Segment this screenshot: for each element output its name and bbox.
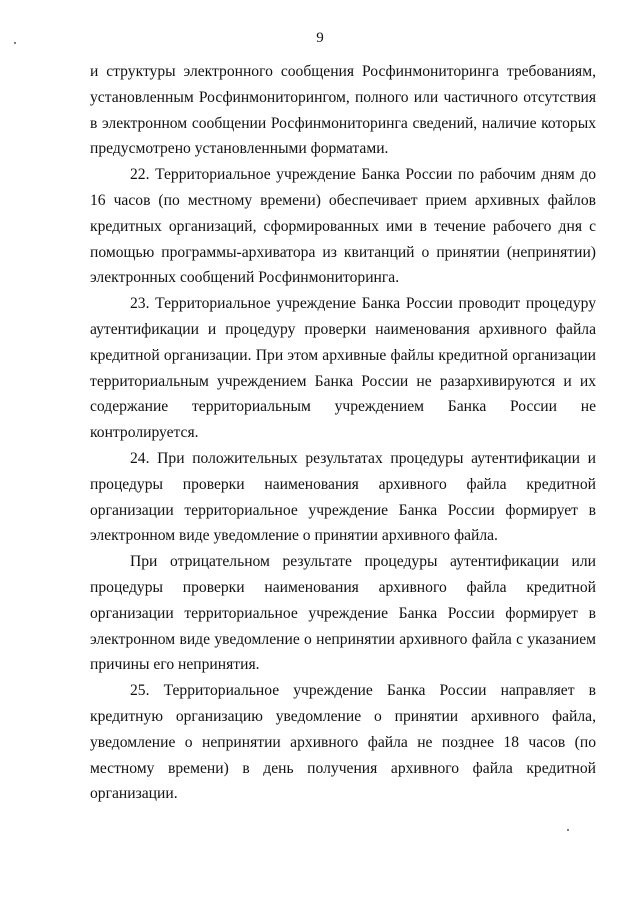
paragraph-24: 24. При положительных результатах процедуры аутентификации и процедуры проверки наименования архивного файла кредитной организации территориальное учреждение Банка России формирует в электронном виде уведомление о принятии архивного файла. <box>90 449 596 545</box>
scan-speck <box>567 829 569 831</box>
paragraph-continuation: и структуры электронного сообщения Росфинмониторинга требованиям, установленным Росфинмониторингом, полного или частичного отсутствия в электронном сообщении Росфинмониторинга сведений, наличие которых предусмотрено установленными форматами. <box>90 63 596 158</box>
paragraph-24-negative: При отрицательном результате процедуры аутентификации или процедуры проверки наименования архивного файла кредитной организации территориальное учреждение Банка России формирует в электронном виде уведомление о непринятии архивного файла с указанием причины его непринятия. <box>90 553 596 674</box>
paragraph-23: 23. Территориальное учреждение Банка России проводит процедуру аутентификации и процедуру проверки наименования архивного файла кредитной организации. При этом архивные файлы кредитной организации территориальным учреждением Банка России не разархивируются и их содержание территориальным учреждением Банка России не контролируется. <box>90 295 596 442</box>
paragraph-22: 22. Территориальное учреждение Банка России по рабочим дням до 16 часов (по местному времени) обеспечивает прием архивных файлов кредитных организаций, сформированных ими в течение рабочего дня с помощью программы-архиватора из квитанций о принятии (непринятии) электронных сообщений Росфинмониторинга. <box>90 166 596 287</box>
paragraph-25: 25. Территориальное учреждение Банка России направляет в кредитную организацию уведомление о принятии архивного файла, уведомление о непринятии архивного файла не позднее 18 часов (по местному времени) в день получения архивного файла кредитной организации. <box>90 682 596 803</box>
page-number: 9 <box>316 30 324 46</box>
document-body <box>90 59 596 807</box>
